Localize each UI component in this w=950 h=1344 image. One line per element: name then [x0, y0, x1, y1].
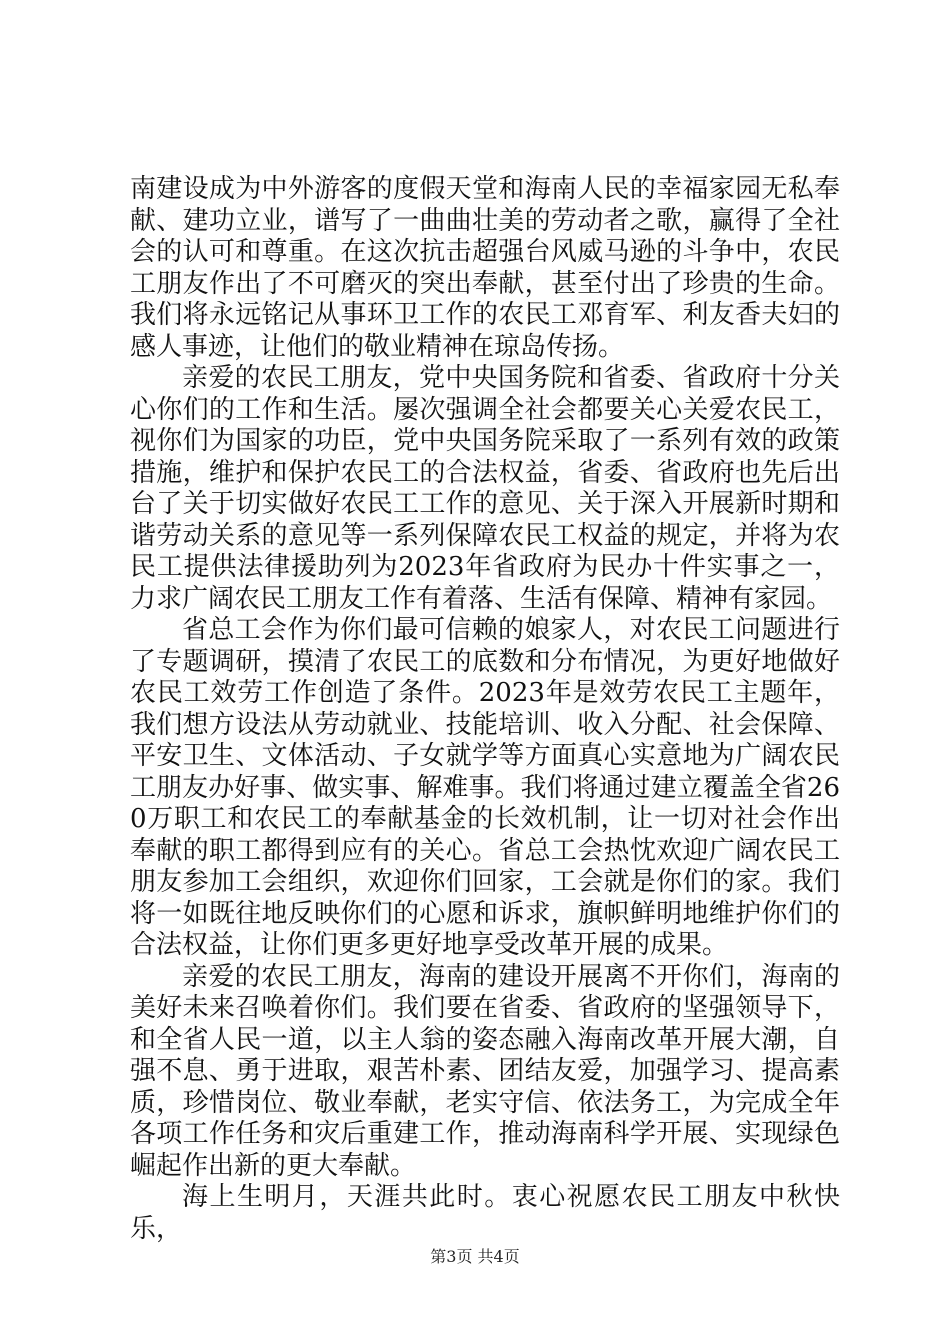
paragraph-mid-autumn-wish: 海上生明月，天涯共此时。衷心祝愿农民工朋友中秋快乐，	[130, 1182, 840, 1244]
paragraph-continuation: 南建设成为中外游客的度假天堂和海南人民的幸福家园无私奉献、建功立业，谱写了一曲曲壮美的劳动者之歌，赢得了全社会的认可和尊重。在这次抗击超强台风威马逊的斗争中，农民工朋友作出了不可磨灭的突出奉献，甚至付出了珍贵的生命。我们将永远铭记从事环卫工作的农民工邓育军、利友香夫妇的感人事迹，让他们的敬业精神在琼岛传扬。	[130, 174, 840, 362]
paragraph-government-care: 亲爱的农民工朋友，党中央国务院和省委、省政府十分关心你们的工作和生活。屡次强调全社会都要关心关爱农民工，视你们为国家的功臣，党中央国务院采取了一系列有效的政策措施，维护和保护农民工的合法权益，省委、省政府也先后出台了关于切实做好农民工工作的意见、关于深入开展新时期和谐劳动关系的意见等一系列保障农民工权益的规定，并将为农民工提供法律援助列为2023年省政府为民办十件实事之一，力求广阔农民工朋友工作有着落、生活有保障、精神有家园。	[130, 363, 840, 614]
paragraph-union-service: 省总工会作为你们最可信赖的娘家人，对农民工问题进行了专题调研，摸清了农民工的底数和分布情况，为更好地做好农民工效劳工作创造了条件。2023年是效劳农民工主题年，我们想方设法从劳动就业、技能培训、收入分配、社会保障、平安卫生、文体活动、子女就学等方面真心实意地为广阔农民工朋友办好事、做实事、解难事。我们将通过建立覆盖全省260万职工和农民工的奉献基金的长效机制，让一切对社会作出奉献的职工都得到应有的关心。省总工会热忱欢迎广阔农民工朋友参加工会组织，欢迎你们回家，工会就是你们的家。我们将一如既往地反映你们的心愿和诉求，旗帜鲜明地维护你们的合法权益，让你们更多更好地享受改革开展的成果。	[130, 615, 840, 960]
document-body	[130, 174, 840, 1245]
page-number-footer: 第3页 共4页	[430, 1247, 520, 1266]
paragraph-hainan-future: 亲爱的农民工朋友，海南的建设开展离不开你们，海南的美好未来召唤着你们。我们要在省委、省政府的坚强领导下，和全省人民一道，以主人翁的姿态融入海南改革开展大潮，自强不息、勇于进取，艰苦朴素、团结友爱，加强学习、提高素质，珍惜岗位、敬业奉献，老实守信、依法务工，为完成全年各项工作任务和灾后重建工作，推动海南科学开展、实现绿色崛起作出新的更大奉献。	[130, 961, 840, 1181]
